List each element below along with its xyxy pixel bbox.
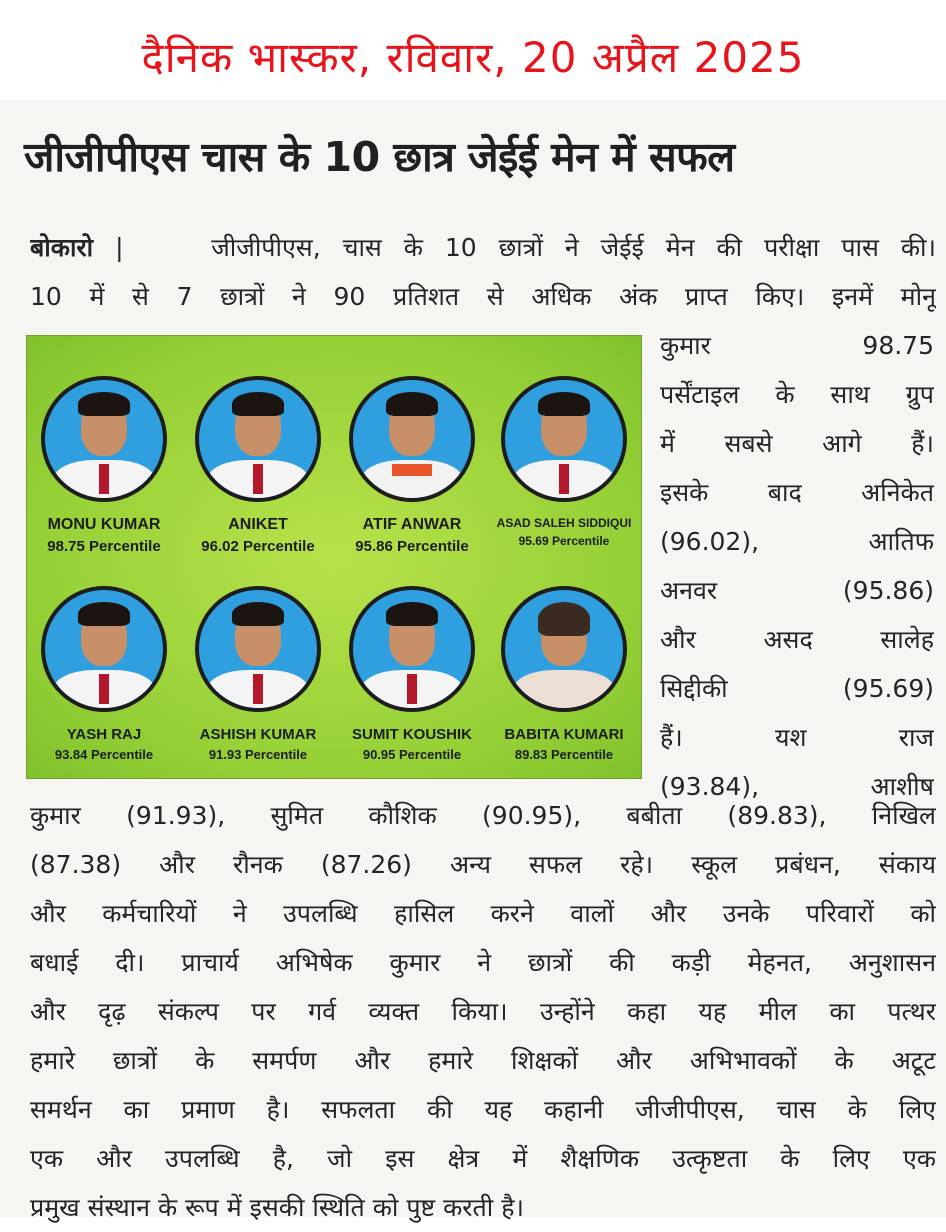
body-line: हमारे छात्रों के समर्पण और हमारे शिक्षकों और अभिभावकों के अटूट bbox=[30, 1046, 936, 1075]
student-portrait bbox=[195, 586, 321, 712]
student-name: SUMIT KOUSHIK bbox=[352, 726, 472, 743]
student-portrait bbox=[349, 376, 475, 502]
student-card bbox=[489, 376, 639, 548]
student-percentile: 96.02 Percentile bbox=[201, 538, 315, 555]
student-percentile: 93.84 Percentile bbox=[54, 747, 154, 762]
student-percentile: 95.69 Percentile bbox=[518, 534, 610, 548]
student-portrait bbox=[349, 586, 475, 712]
student-name: ATIF ANWAR bbox=[362, 516, 462, 533]
student-card bbox=[29, 586, 179, 762]
student-card bbox=[337, 376, 487, 555]
article-body-side bbox=[660, 321, 934, 811]
article-body-top bbox=[30, 223, 936, 321]
student-percentile: 98.75 Percentile bbox=[47, 538, 161, 555]
student-percentile: 95.86 Percentile bbox=[355, 538, 469, 555]
body-line: हैं। यश राज bbox=[660, 723, 934, 752]
body-line: और कर्मचारियों ने उपलब्धि हासिल करने वालों और उनके परिवारों को bbox=[30, 899, 936, 928]
body-line: बधाई दी। प्राचार्य अभिषेक कुमार ने छात्रों की कड़ी मेहनत, अनुशासन bbox=[30, 948, 936, 977]
body-line: समर्थन का प्रमाण है। सफलता की यह कहानी जीजीपीएस, चास के लिए bbox=[30, 1095, 936, 1124]
body-line: अनवर (95.86) bbox=[660, 576, 934, 605]
student-card bbox=[337, 586, 487, 762]
student-name: MONU KUMAR bbox=[47, 516, 161, 533]
body-line: पर्सेंटाइल के साथ ग्रुप bbox=[660, 380, 934, 409]
student-portrait bbox=[41, 376, 167, 502]
student-name: YASH RAJ bbox=[66, 726, 142, 743]
body-line: में सबसे आगे हैं। bbox=[660, 429, 934, 458]
body-line: कुमार (91.93), सुमित कौशिक (90.95), बबीता (89.83), निखिल bbox=[30, 801, 936, 830]
article-body-bottom bbox=[30, 791, 936, 1232]
student-card bbox=[489, 586, 639, 762]
body-text: जीजीपीएस, चास के 10 छात्रों ने जेईई मेन की परीक्षा पास की। bbox=[211, 233, 936, 262]
body-line: सिद्दीकी (95.69) bbox=[660, 674, 934, 703]
body-line: (93.84), आशीष bbox=[660, 772, 934, 801]
article-headline: जीजीपीएस चास के 10 छात्र जेईई मेन में सफल bbox=[24, 133, 735, 181]
student-name: ANIKET bbox=[228, 516, 288, 533]
student-portrait bbox=[195, 376, 321, 502]
body-line: और असद सालेह bbox=[660, 625, 934, 654]
newspaper-masthead: दैनिक भास्कर, रविवार, 20 अप्रैल 2025 bbox=[141, 33, 805, 82]
body-line: कुमार 98.75 bbox=[660, 331, 934, 360]
student-name: BABITA KUMARI bbox=[504, 726, 624, 743]
student-portrait bbox=[41, 586, 167, 712]
student-card bbox=[183, 586, 333, 762]
dateline: बोकारो bbox=[30, 233, 94, 262]
student-name: ASHISH KUMAR bbox=[199, 726, 317, 743]
body-line: बोकारो | जीजीपीएस, चास के 10 छात्रों ने जेईई मेन की परीक्षा पास की। bbox=[30, 233, 936, 262]
student-percentile: 91.93 Percentile bbox=[208, 747, 308, 762]
body-line: प्रमुख संस्थान के रूप में इसकी स्थिति को पुष्ट करती है। bbox=[30, 1193, 524, 1222]
student-name: ASAD SALEH SIDDIQUI bbox=[496, 516, 632, 530]
body-line: (87.38) और रौनक (87.26) अन्य सफल रहे। स्कूल प्रबंधन, संकाय bbox=[30, 850, 936, 879]
body-line: (96.02), आतिफ bbox=[660, 527, 934, 556]
student-percentile: 90.95 Percentile bbox=[362, 747, 462, 762]
body-line: इसके बाद अनिकेत bbox=[660, 478, 934, 507]
student-percentile: 89.83 Percentile bbox=[514, 747, 614, 762]
student-portrait bbox=[501, 586, 627, 712]
body-line: 10 में से 7 छात्रों ने 90 प्रतिशत से अधिक अंक प्राप्त किए। इनमें मोनू bbox=[30, 282, 936, 311]
body-line: एक और उपलब्धि है, जो इस क्षेत्र में शैक्षणिक उत्कृष्टता के लिए एक bbox=[30, 1144, 936, 1173]
student-portrait bbox=[501, 376, 627, 502]
students-photo bbox=[26, 335, 642, 779]
body-line: और दृढ़ संकल्प पर गर्व व्यक्त किया। उन्होंने कहा यह मील का पत्थर bbox=[30, 997, 936, 1026]
student-card bbox=[29, 376, 179, 555]
student-card bbox=[183, 376, 333, 555]
